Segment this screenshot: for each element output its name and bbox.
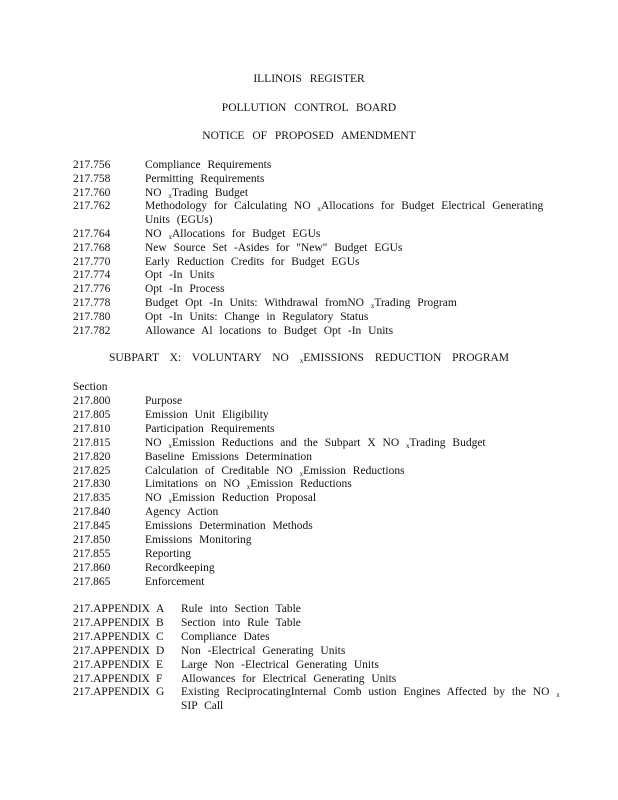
section-number: 217.756 (73, 159, 111, 171)
section-number: 217.APPENDIX (73, 686, 150, 699)
appendix-letter: C (156, 630, 164, 643)
toc-entry-title (181, 658, 379, 672)
title-text: Emissions Determination Methods (145, 520, 313, 533)
title-text: Existing ReciprocatingInternal Comb ustion Engines Affected by the NO (181, 686, 557, 699)
title-text: Emissions Monitoring (145, 534, 252, 546)
title-text: Compliance Requirements (145, 159, 272, 171)
toc-entry-title (145, 561, 215, 575)
section-number: 217.845 (73, 520, 111, 533)
section-number: 217.830 (73, 478, 111, 491)
section-number: 217.820 (73, 450, 111, 463)
section-number: 217.APPENDIX (73, 603, 150, 615)
title-text-post-2: Trading Budget (409, 436, 486, 449)
section-number: 217.855 (73, 547, 111, 560)
title-text: New Source Set -Asides for "New" Budget EGUs (145, 241, 403, 254)
title-subscript: x (168, 233, 172, 241)
title-text: Limitations on NO (145, 478, 247, 491)
section-number: 217.825 (73, 464, 111, 477)
title-text: Opt -In Units: Change in Regulatory Status (145, 310, 369, 323)
title-text: Emission Unit Eligibility (145, 408, 269, 421)
section-number: 217.860 (73, 561, 111, 574)
title-subscript: x (246, 483, 251, 492)
title-subscript: x (168, 441, 172, 450)
toc-entry-title (181, 685, 560, 702)
title-text-post: Trading Program (374, 297, 457, 309)
title-text-post: Allocations for Budget Electrical Generating (321, 200, 544, 213)
title-text: NO (145, 436, 169, 449)
title-text-post: Emission Reductions (303, 464, 405, 477)
appendix-letter: E (156, 658, 164, 671)
title-text: Compliance Dates (181, 630, 270, 643)
title-text: NO (145, 228, 169, 240)
toc-entry-title (145, 255, 360, 269)
section-number: 217.805 (73, 408, 111, 421)
toc-entry-title (145, 575, 204, 589)
section-number: 217.782 (73, 324, 111, 337)
section-number: 217.764 (73, 228, 111, 240)
toc-entry-title (145, 310, 368, 324)
title-text: Permitting Requirements (145, 172, 265, 185)
title-text: NO (145, 186, 169, 199)
title-text: Rule into Section Table (181, 603, 301, 615)
section-label: Section (73, 381, 108, 393)
title-text: Opt -In Process (145, 283, 225, 296)
title-subscript: x (556, 691, 560, 700)
toc-entry-title (181, 602, 301, 616)
appendix-letter: F (156, 672, 163, 685)
title-text: Baseline Emissions Determination (145, 450, 313, 463)
title-text-post: Emission Reductions (250, 478, 352, 491)
section-number: 217.780 (73, 310, 111, 323)
title-subscript-2: x (406, 441, 410, 450)
title-subscript: x (168, 191, 172, 200)
title-text: Agency Action (145, 506, 219, 519)
appendix-letter: A (156, 603, 165, 615)
toc-entry-title (145, 268, 214, 282)
title-text: Allowances for Electrical Generating Units (181, 672, 397, 685)
section-number: 217.840 (73, 506, 111, 519)
title-text: Large Non -Electrical Generating Units (181, 658, 379, 671)
subpart-heading-post: EMISSIONS REDUCTION PROGRAM (303, 352, 510, 364)
section-number: 217.APPENDIX (73, 658, 150, 671)
section-number: 217.850 (73, 534, 111, 546)
toc-entry-title (145, 450, 312, 464)
title-text: Purpose (145, 395, 183, 407)
section-number: 217.760 (73, 186, 111, 199)
subpart-x-heading (0, 352, 618, 365)
toc-entry-title (181, 630, 270, 644)
toc-entry-title (145, 533, 252, 547)
title-text: Participation Requirements (145, 422, 275, 435)
section-number: 217.770 (73, 255, 111, 268)
register-title: ILLINOIS REGISTER (253, 73, 365, 85)
toc-entry-title (145, 547, 191, 561)
toc-entry-title (145, 505, 218, 519)
toc-entry-title (145, 241, 402, 255)
title-continuation: Units (EGUs) (145, 214, 213, 227)
section-number: 217.768 (73, 241, 111, 254)
section-number: 217.865 (73, 575, 111, 588)
notice-title: NOTICE OF PROPOSED AMENDMENT (202, 130, 416, 142)
title-text: Early Reduction Credits for Budget EGUs (145, 255, 360, 268)
title-text: Opt -In Units (145, 269, 215, 282)
toc-entry-title (145, 282, 225, 296)
title-text: Allowance Al locations to Budget Opt -In Units (145, 324, 394, 337)
title-text: Calculation of Creditable NO (145, 464, 300, 477)
title-text-post: Trading Budget (172, 186, 249, 199)
board-title: POLLUTION CONTROL BOARD (221, 102, 397, 114)
section-number: 217.APPENDIX (73, 644, 150, 657)
toc-entry-title (145, 519, 313, 533)
title-text-post: Emission Reductions and the Subpart X NO (172, 436, 407, 449)
section-number: 217.762 (73, 200, 111, 213)
title-text: Methodology for Calculating NO (145, 200, 318, 213)
title-text: Recordkeeping (145, 561, 215, 574)
toc-entry-title (145, 422, 275, 436)
title-text: Non -Electrical Generating Units (181, 644, 346, 657)
section-number: 217.APPENDIX (73, 630, 150, 643)
toc-entry-title (145, 172, 264, 186)
title-text: Reporting (145, 547, 191, 560)
toc-entry-title (181, 672, 396, 686)
section-number: 217.776 (73, 283, 111, 296)
toc-entry-title (145, 158, 271, 172)
appendix-letter: D (156, 644, 165, 657)
section-number: 217.APPENDIX (73, 616, 150, 629)
title-subscript: x (168, 497, 172, 506)
toc-entry-title (181, 644, 345, 658)
title-text-post: Allocations for Budget EGUs (172, 228, 321, 240)
section-number: 217.774 (73, 269, 111, 282)
title-subscript: x (299, 469, 304, 478)
toc-entry-title (181, 616, 301, 630)
title-text: Budget Opt -In Units: Withdrawal fromNO (145, 297, 371, 309)
subpart-heading-pre: SUBPART X: VOLUNTARY NO (108, 352, 300, 364)
title-subscript: x (370, 302, 375, 310)
title-text-post: Emission Reduction Proposal (172, 492, 317, 505)
title-text: Enforcement (145, 575, 205, 588)
title-text: Section into Rule Table (181, 616, 301, 629)
section-number: 217.800 (73, 395, 111, 407)
appendix-letter: B (156, 616, 164, 629)
section-number: 217.810 (73, 422, 111, 435)
title-subscript: x (317, 205, 322, 214)
section-number: 217.758 (73, 172, 111, 185)
toc-entry-title (145, 324, 393, 338)
title-continuation: SIP Call (181, 700, 224, 713)
section-number: 217.815 (73, 436, 111, 449)
section-number: 217.778 (73, 297, 111, 309)
toc-entry-title (145, 408, 269, 422)
subpart-heading-sub: x (299, 357, 304, 365)
toc-entry-title (145, 394, 182, 408)
section-number: 217.835 (73, 492, 111, 505)
title-text: NO (145, 492, 169, 505)
appendix-letter: G (156, 686, 165, 699)
section-number: 217.APPENDIX (73, 672, 150, 685)
